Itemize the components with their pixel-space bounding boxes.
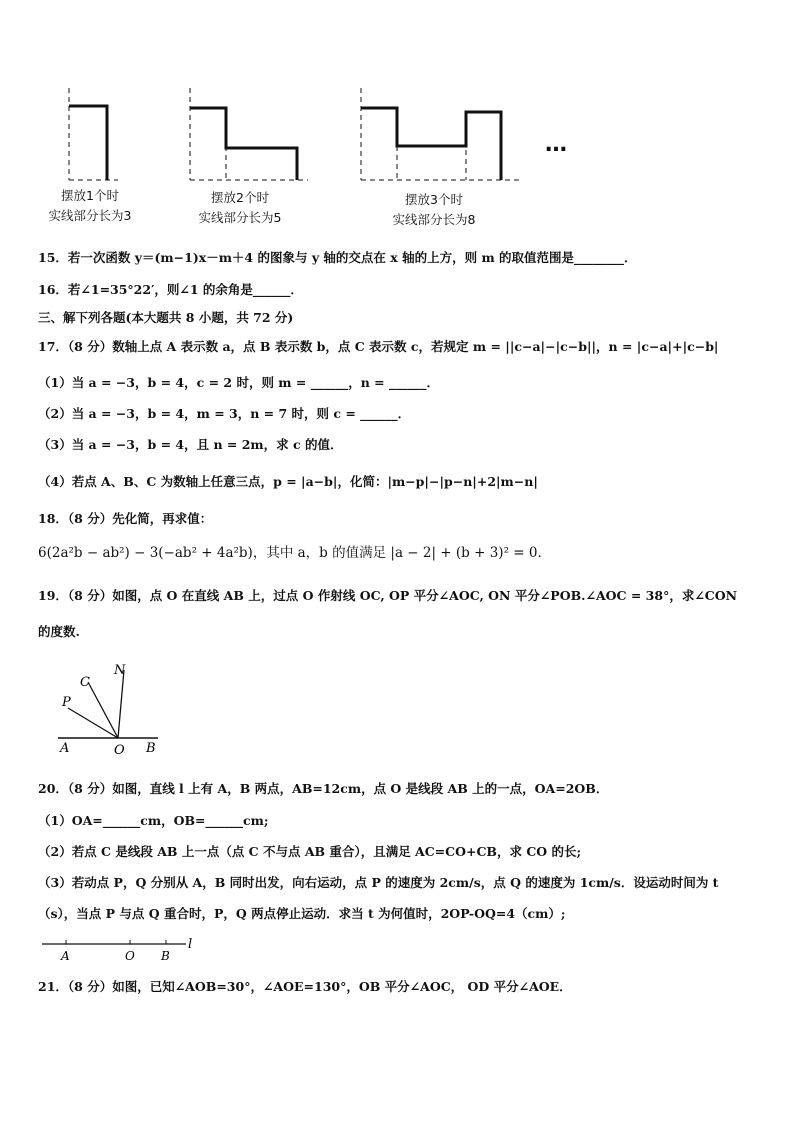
caption-2-line1: 摆放2个时: [211, 190, 269, 205]
question-16: 16．若∠1=35°22′，则∠1 的余角是______．: [38, 282, 303, 297]
caption-3-line1: 摆放3个时: [405, 192, 463, 207]
label-l: l: [188, 937, 193, 952]
question-20-part-1: （1）OA=______cm，OB=______cm;: [38, 813, 269, 828]
label-P: P: [62, 695, 71, 710]
top-figures: [0, 80, 794, 190]
question-19-line-1: 19．（8 分）如图，点 O 在直线 AB 上，过点 O 作射线 OC, OP 平分∠AOC, ON 平分∠POB.∠AOC = 38°，求∠CON: [38, 588, 738, 603]
question-19-figure: [50, 660, 170, 760]
question-20-part-3a: （3）若动点 P，Q 分别从 A，B 同时出发，向右运动，点 P 的速度为 2cm/s，点 Q 的速度为 1cm/s．设运动时间为 t: [38, 875, 719, 890]
question-15: 15．若一次函数 y＝(m−1)x－m＋4 的图象与 y 轴的交点在 x 轴的上方，则 m 的取值范围是________．: [38, 250, 637, 265]
label-N: N: [114, 663, 126, 678]
figure-2: [190, 88, 308, 180]
caption-2-line2: 实线部分长为5: [198, 210, 282, 225]
caption-1-line2: 实线部分长为3: [48, 208, 132, 223]
label-A: A: [60, 741, 70, 756]
question-20-intro: 20．（8 分）如图，直线 l 上有 A，B 两点，AB=12cm，点 O 是线段 AB 上的一点，OA=2OB．: [38, 781, 609, 796]
label-A: A: [61, 949, 70, 963]
question-17-part-2: （2）当 a = −3，b = 4，m = 3，n = 7 时，则 c = ______．: [38, 406, 411, 421]
question-17-part-1: （1）当 a = −3，b = 4，c = 2 时，则 m = ______，n = ______．: [38, 375, 439, 390]
caption-3: [374, 190, 494, 230]
caption-3-line2: 实线部分长为8: [392, 212, 476, 227]
question-20-part-3b: （s），当点 P 与点 Q 重合时，P，Q 两点停止运动．求当 t 为何值时，2OP-OQ=4（cm）;: [38, 906, 566, 921]
question-19-line-2: 的度数.: [38, 624, 80, 639]
caption-1: [30, 186, 150, 226]
question-20-figure: [38, 932, 208, 964]
label-O: O: [125, 949, 135, 963]
label-C: C: [80, 675, 90, 690]
ellipsis: …: [545, 132, 567, 157]
label-B: B: [146, 741, 156, 756]
question-17-part-4: （4）若点 A、B、C 为数轴上任意三点，p = |a−b|，化简：|m−p|−|p−n|+2|m−n|: [38, 474, 538, 489]
question-20-part-2: （2）若点 C 是线段 AB 上一点（点 C 不与点 AB 重合），且满足 AC=CO+CB，求 CO 的长;: [38, 844, 582, 859]
question-17-part-3: （3）当 a = −3，b = 4，且 n = 2m，求 c 的值．: [38, 437, 343, 452]
caption-1-line1: 摆放1个时: [61, 188, 119, 203]
figure-1: [69, 88, 118, 180]
section-3-title: 三、解下列各题(本大题共 8 小题，共 72 分): [38, 310, 294, 325]
question-18-expression: 6(2a²b − ab²) − 3(−ab² + 4a²b)，其中 a，b 的值满足 |a − 2| + (b + 3)² = 0．: [38, 545, 551, 561]
figure-3: [361, 88, 520, 180]
label-B: B: [161, 949, 170, 963]
question-17-intro: 17．（8 分）数轴上点 A 表示数 a，点 B 表示数 b，点 C 表示数 c，若规定 m = ||c−a|−|c−b||，n = |c−a|+|c−b|: [38, 339, 719, 354]
caption-2: [180, 188, 300, 228]
label-O: O: [114, 743, 125, 758]
question-18-title: 18．（8 分）先化简，再求值：: [38, 511, 213, 526]
question-21: 21．（8 分）如图，已知∠AOB=30°，∠AOE=130°，OB 平分∠AOC， OD 平分∠AOE．: [38, 979, 572, 994]
